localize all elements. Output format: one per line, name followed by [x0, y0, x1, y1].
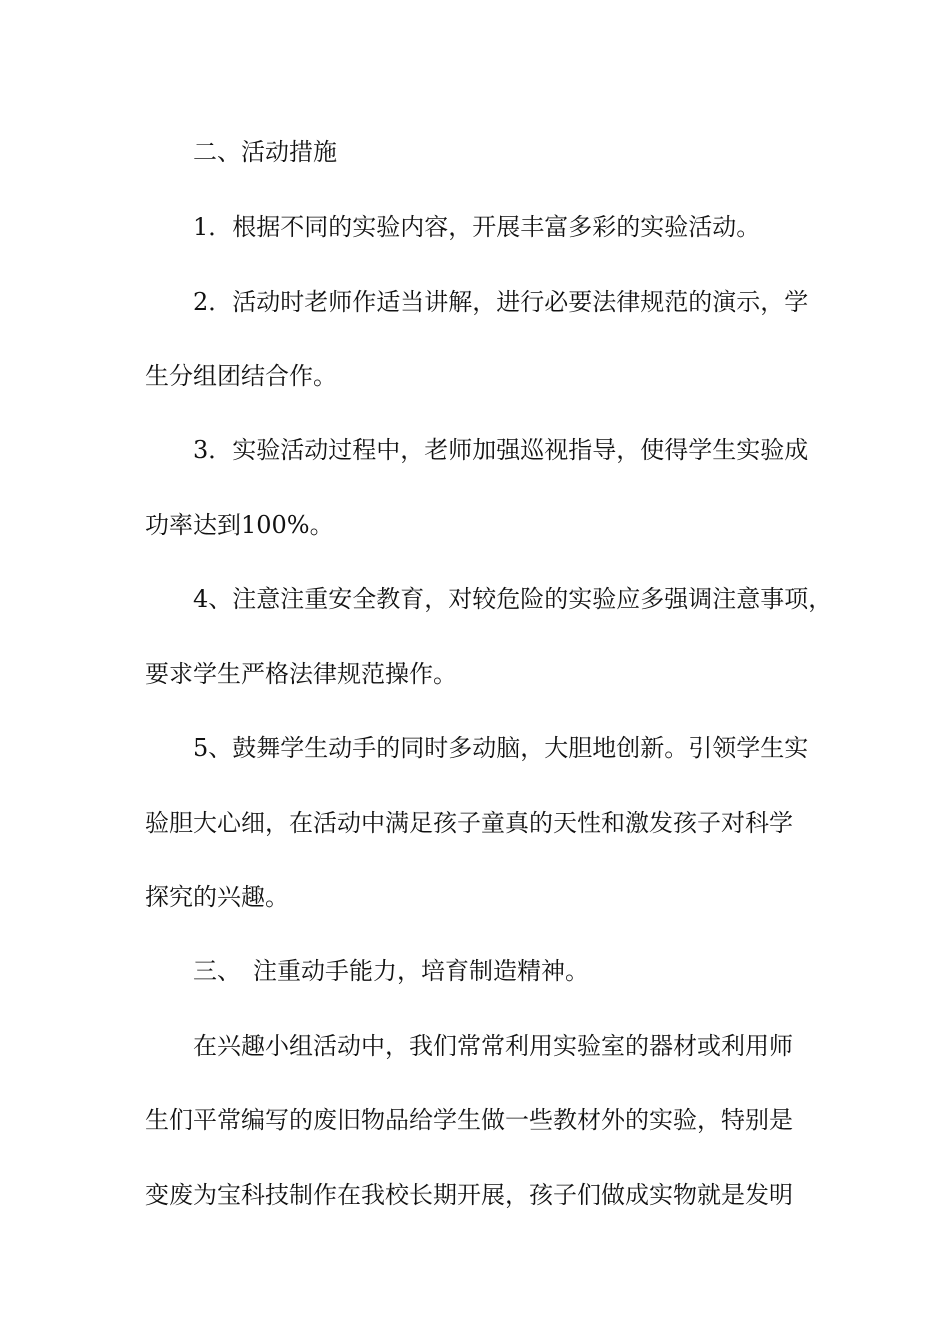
paragraph-line: 生们平常编写的废旧物品给学生做一些教材外的实验，特别是	[145, 1106, 793, 1134]
paragraph-line: 4、注意注重安全教育，对较危险的实验应多强调注意事项，	[193, 585, 833, 613]
paragraph-line: 生分组团结合作。	[145, 362, 337, 390]
paragraph-line: 2．活动时老师作适当讲解，进行必要法律规范的演示，学	[193, 288, 809, 316]
paragraph-line: 探究的兴趣。	[145, 883, 289, 911]
section-heading-activity-measures: 二、活动措施	[193, 138, 337, 166]
paragraph-line: 3．实验活动过程中，老师加强巡视指导，使得学生实验成	[193, 436, 809, 464]
paragraph-line: 1．根据不同的实验内容，开展丰富多彩的实验活动。	[193, 213, 761, 241]
paragraph-line: 5、鼓舞学生动手的同时多动脑，大胆地创新。引领学生实	[193, 734, 809, 762]
paragraph-line: 功率达到100%。	[145, 511, 334, 539]
paragraph-line: 在兴趣小组活动中，我们常常利用实验室的器材或利用师	[193, 1032, 793, 1060]
paragraph-line: 验胆大心细，在活动中满足孩子童真的天性和激发孩子对科学	[145, 809, 793, 837]
section-heading-hands-on: 三、 注重动手能力，培育制造精神。	[193, 957, 589, 985]
paragraph-line: 要求学生严格法律规范操作。	[145, 660, 457, 688]
paragraph-line: 变废为宝科技制作在我校长期开展，孩子们做成实物就是发明	[145, 1181, 793, 1209]
